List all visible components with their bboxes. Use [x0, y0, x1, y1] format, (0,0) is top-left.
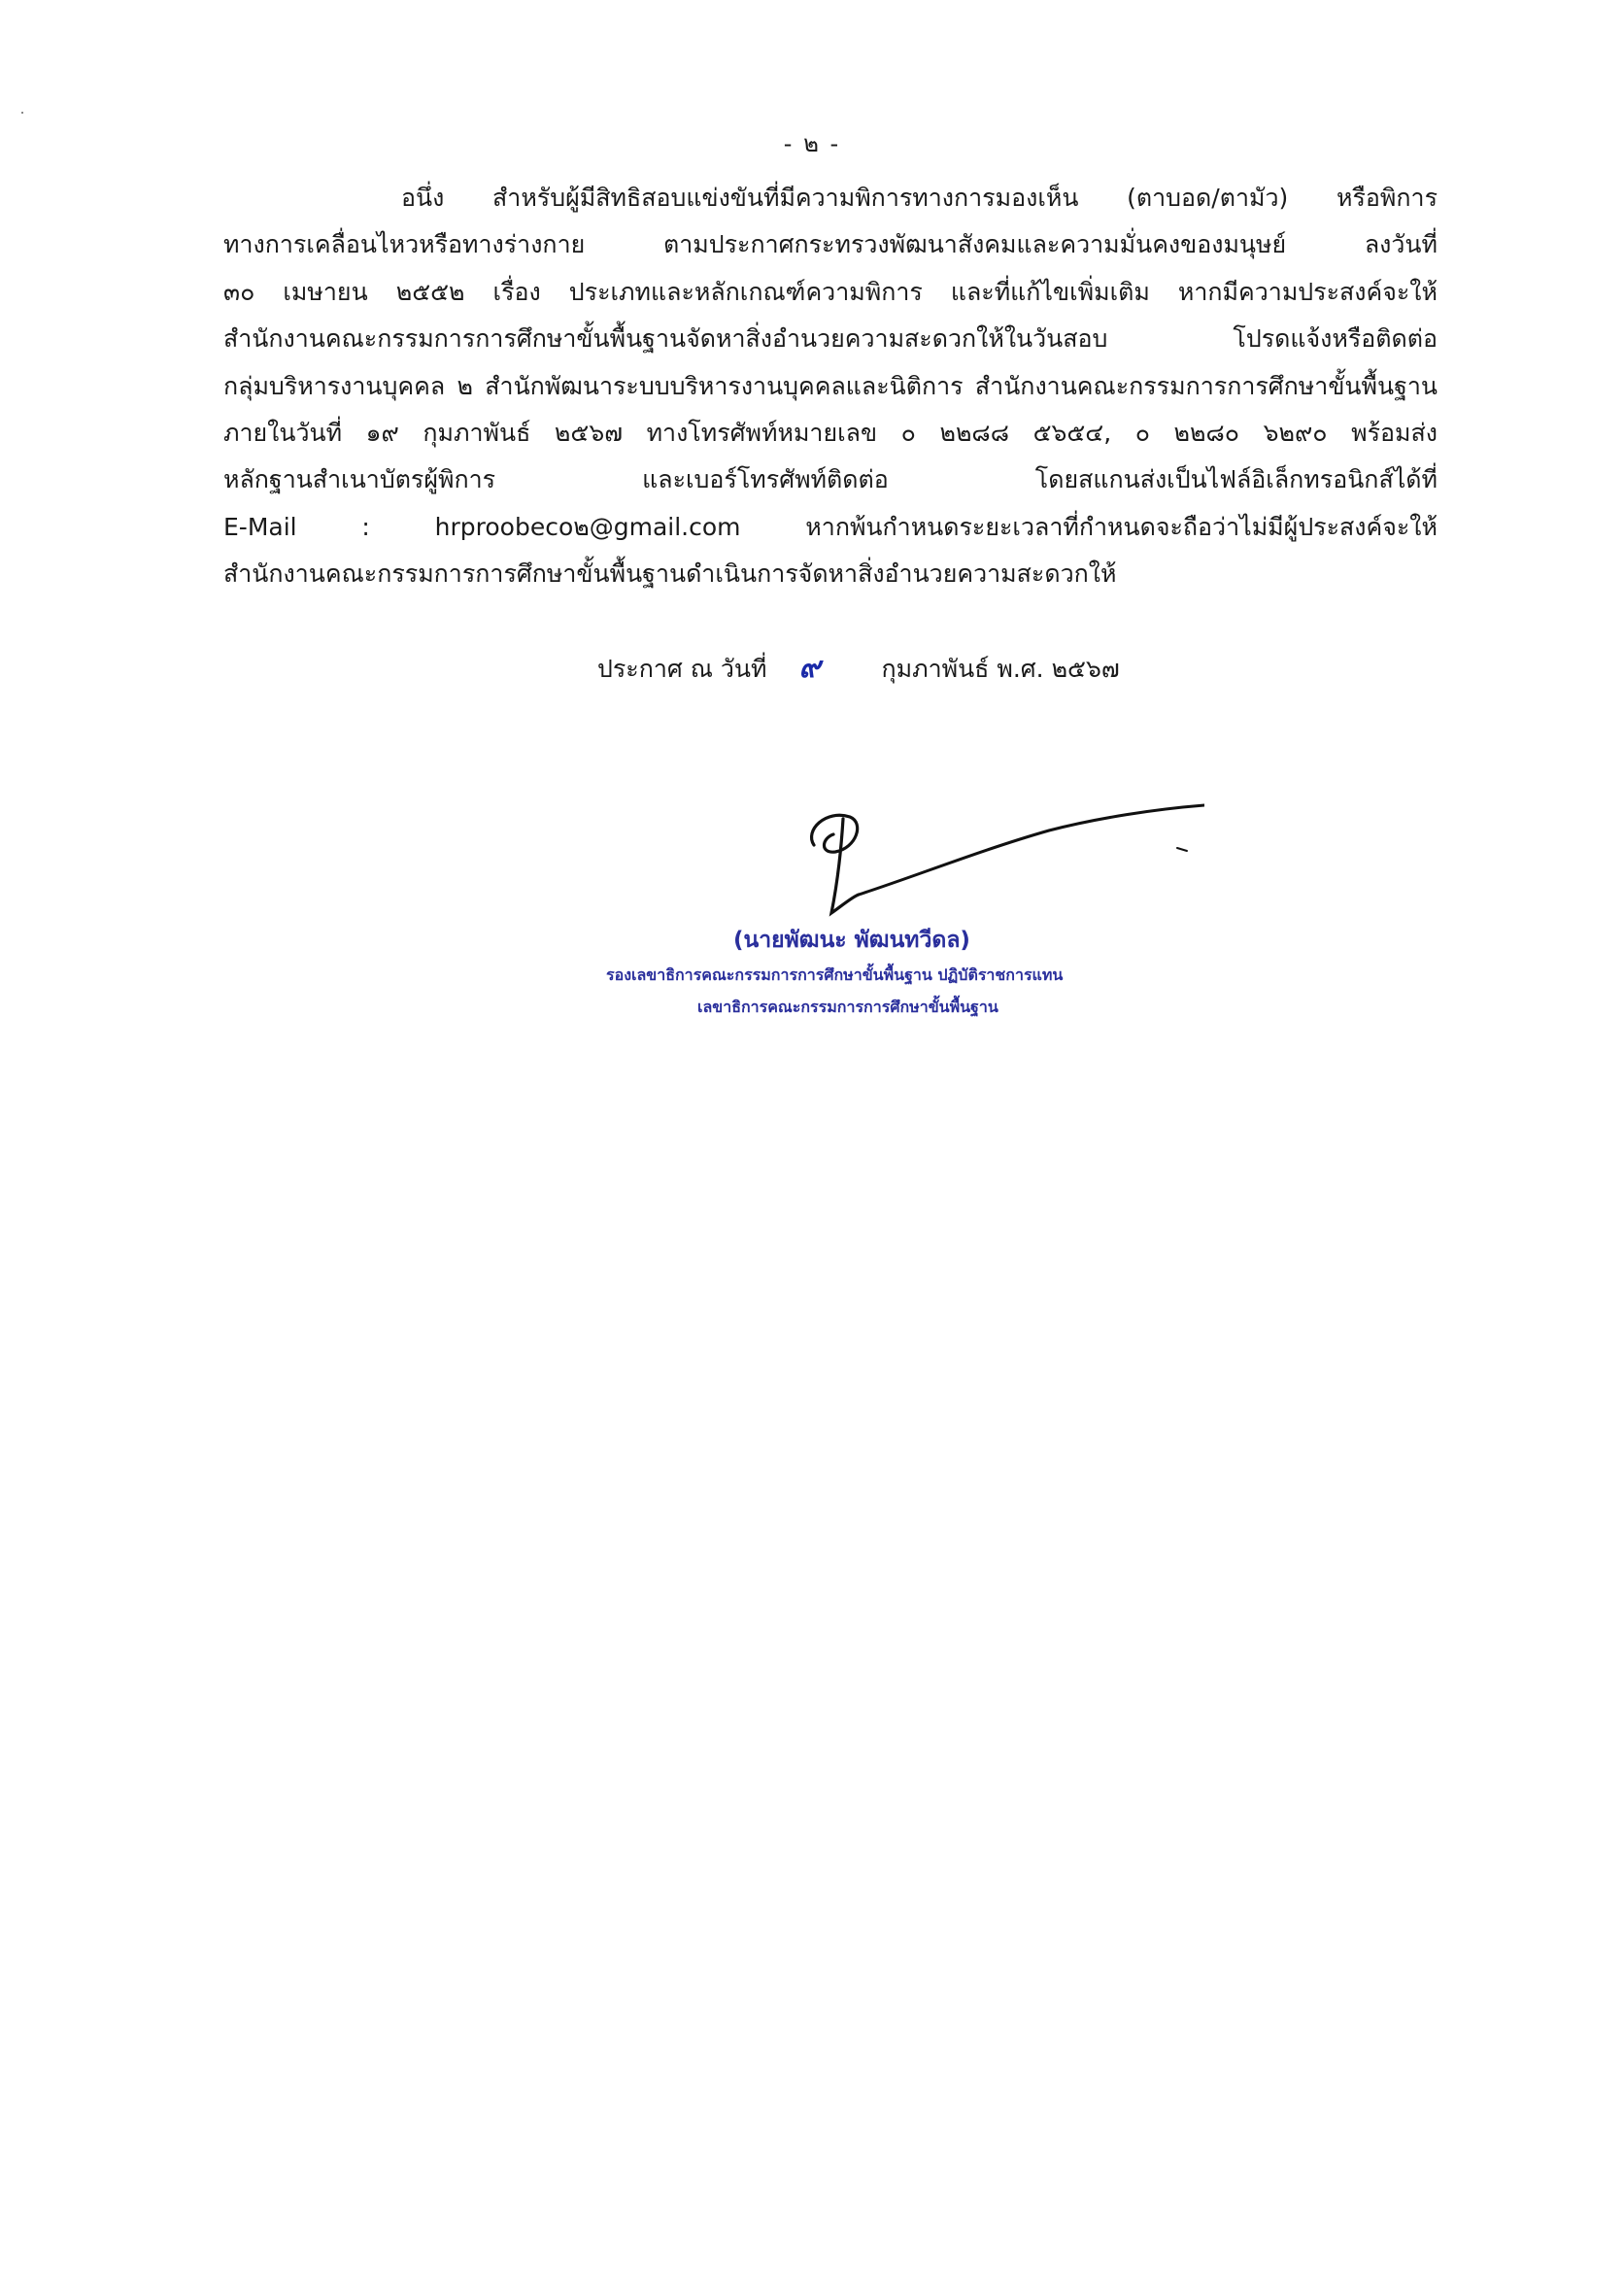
- paragraph-line: ทางการเคลื่อนไหวหรือทางร่างกาย ตามประกาศกระทรวงพัฒนาสังคมและความมั่นคงของมนุษย์ ลงวันที่: [223, 230, 1438, 259]
- paragraph-line: สำนักงานคณะกรรมการการศึกษาขั้นพื้นฐานจัดหาสิ่งอำนวยความสะดวกให้ในวันสอบ โปรดแจ้งหรือติดต่อ: [223, 324, 1438, 354]
- page-number: - ๒ -: [783, 130, 841, 157]
- date-prefix: ประกาศ ณ วันที่: [597, 655, 767, 683]
- paragraph-line: กลุ่มบริหารงานบุคคล ๒ สำนักพัฒนาระบบบริหารงานบุคคลและนิติการ สำนักงานคณะกรรมการการศึกษาขั้นพื้นฐาน: [223, 371, 1438, 400]
- handwritten-day: ๙: [798, 651, 821, 685]
- signature-image: [796, 792, 1204, 928]
- paragraph-line: ๓๐ เมษายน ๒๕๕๒ เรื่อง ประเภทและหลักเกณฑ์ความพิการ และที่แก้ไขเพิ่มเติม หากมีความประสงค์จะให้: [223, 277, 1438, 306]
- signatory-name: (นายพัฒนะ พัฒนทวีดล): [733, 928, 970, 953]
- paragraph-line: สำนักงานคณะกรรมการการศึกษาขั้นพื้นฐานดำเนินการจัดหาสิ่งอำนวยความสะดวกให้: [223, 559, 1117, 589]
- announcement-date: [597, 645, 1120, 691]
- announcement-paragraph: [223, 175, 1438, 598]
- paragraph-line: ภายในวันที่ ๑๙ กุมภาพันธ์ ๒๕๖๗ ทางโทรศัพท์หมายเลข ๐ ๒๒๘๘ ๕๖๕๔, ๐ ๒๒๘๐ ๖๒๙๐ พร้อมส่ง: [223, 419, 1438, 448]
- paragraph-line: หลักฐานสำเนาบัตรผู้พิการ และเบอร์โทรศัพท์ติดต่อ โดยสแกนส่งเป็นไฟล์อิเล็กทรอนิกส์ได้ที่: [223, 465, 1438, 494]
- paragraph-line: อนึ่ง สำหรับผู้มีสิทธิสอบแข่งขันที่มีความพิการทางการมองเห็น (ตาบอด/ตามัว) หรือพิการ: [401, 184, 1438, 212]
- signatory-title: เลขาธิการคณะกรรมการการศึกษาขั้นพื้นฐาน: [697, 998, 998, 1016]
- paragraph-line: E-Mail : hrproobeco๒@gmail.com หากพ้นกำหนดระยะเวลาที่กำหนดจะถือว่าไม่มีผู้ประสงค์จะให้: [223, 512, 1438, 541]
- signatory-title: รองเลขาธิการคณะกรรมการการศึกษาขั้นพื้นฐาน ปฏิบัติราชการแทน: [606, 966, 1064, 984]
- scan-speck: [21, 112, 23, 114]
- date-month-year: กุมภาพันธ์ พ.ศ. ๒๕๖๗: [881, 655, 1120, 683]
